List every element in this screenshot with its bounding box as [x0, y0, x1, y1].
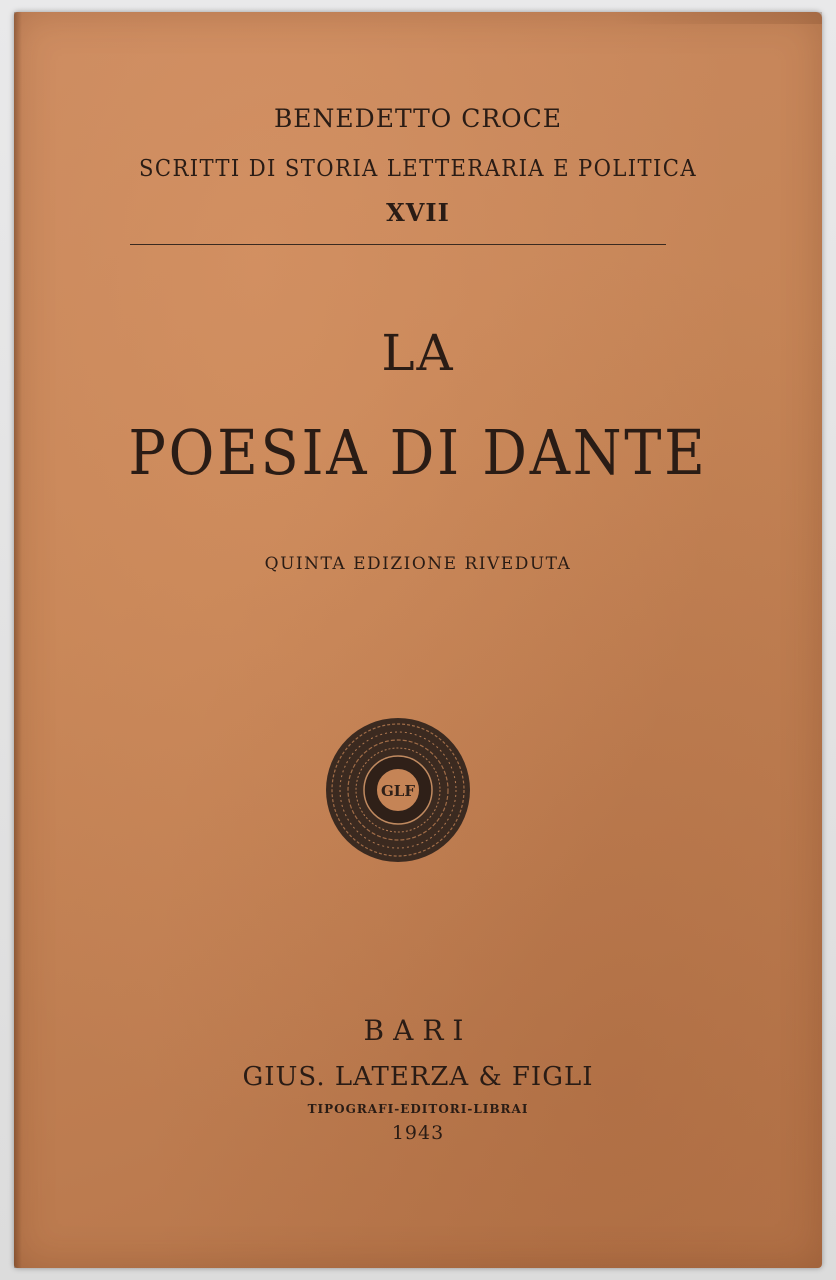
publication-year: 1943 [391, 1122, 445, 1144]
emblem-monogram: GLF [380, 782, 416, 800]
series-title: SCRITTI DI STORIA LETTERARIA E POLITICA [138, 156, 697, 182]
divider-rule [130, 244, 666, 245]
publisher-city: BARI [363, 1014, 473, 1047]
author-name: BENEDETTO CROCE [273, 104, 563, 133]
publisher-emblem-icon [324, 716, 472, 864]
publisher-trade: TIPOGRAFI-EDITORI-LIBRAI [307, 1102, 529, 1116]
book-cover [14, 12, 822, 1268]
volume-number: XVII [386, 198, 450, 227]
book-title-article: LA [381, 324, 455, 382]
book-title: POESIA DI DANTE [128, 416, 708, 489]
publisher-name: GIUS. LATERZA & FIGLI [242, 1062, 594, 1092]
edition-note: QUINTA EDIZIONE RIVEDUTA [264, 554, 572, 574]
